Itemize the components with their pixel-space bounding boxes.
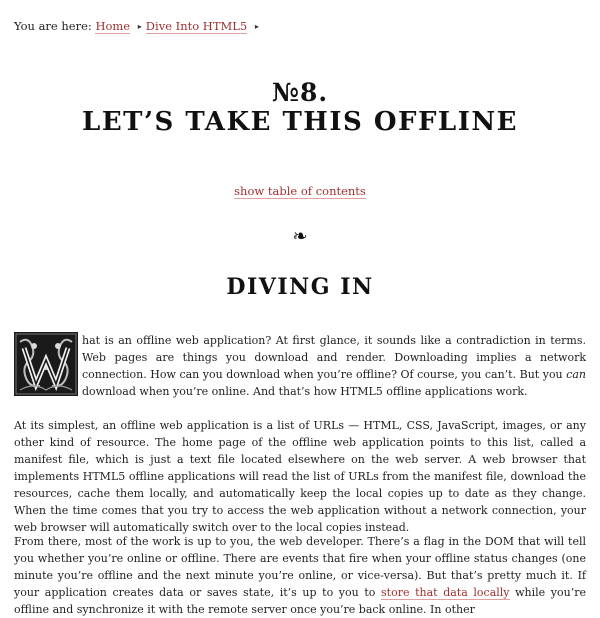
chapter-title: LET’S TAKE THIS OFFLINE (82, 107, 518, 137)
chapter-number: №8. (271, 78, 329, 107)
paragraph-intro-text: hat is an offline web application? At first glance, it sounds like a contradiction in terms. Web pages are things you download and render. Downloading implies a network connection. How can you download when you’re offline? Of course, you can’t. But you (82, 334, 586, 381)
paragraph-intro (14, 332, 586, 400)
breadcrumb-separator-icon: ▸ (254, 22, 259, 31)
paragraph-developer-end: while you’re offline and synchronize it with the remote server once you’re back online. In other (14, 586, 586, 616)
emphasis-can: can (566, 368, 586, 381)
breadcrumb-link-home[interactable]: Home (95, 19, 131, 33)
section-heading: DIVING IN (226, 274, 374, 300)
paragraph-developer-start: From there, most of the work is up to you, the web developer. There’s a flag in the DOM that will tell you whether you’re online or offline. There are events that fire when your offline status changes (one minute you’re offline and the next minute you’re online, or vice-versa). But that’s pretty much it. If your application creates data or saves state, it’s up to you to (14, 535, 586, 599)
show-toc-link[interactable]: show table of contents (234, 184, 366, 198)
fleuron-icon: ❧ (292, 226, 308, 247)
breadcrumb-prefix: You are here: (14, 19, 92, 33)
paragraph-manifest: At its simplest, an offline web application is a list of URLs — HTML, CSS, JavaScript, images, or any other kind of resource. The home page of the offline web application points to this list, called a manifest file, which is just a text file located elsewhere on the web server. A web browser that implements HTML5 offline applications will read the list of URLs from the manifest file, download the resources, cache them locally, and automatically keep the local copies up to date as they change. When the time comes that you try to access the web application without a network connection, your web browser will automatically switch over to the local copies instead. (14, 419, 586, 534)
toc-toggle (14, 184, 586, 198)
dropcap-svg (14, 332, 78, 396)
store-data-locally-link[interactable]: store that data locally (381, 586, 510, 599)
breadcrumb-separator-icon: ▸ (137, 22, 142, 31)
paragraph-developer (14, 533, 586, 618)
breadcrumb-link-dive-into-html5[interactable]: Dive Into HTML5 (145, 19, 248, 33)
paragraph-intro-end: download when you’re online. And that’s how HTML5 offline applications work. (82, 385, 528, 398)
breadcrumb (14, 18, 263, 35)
ornate-letter-w-icon (14, 332, 78, 396)
